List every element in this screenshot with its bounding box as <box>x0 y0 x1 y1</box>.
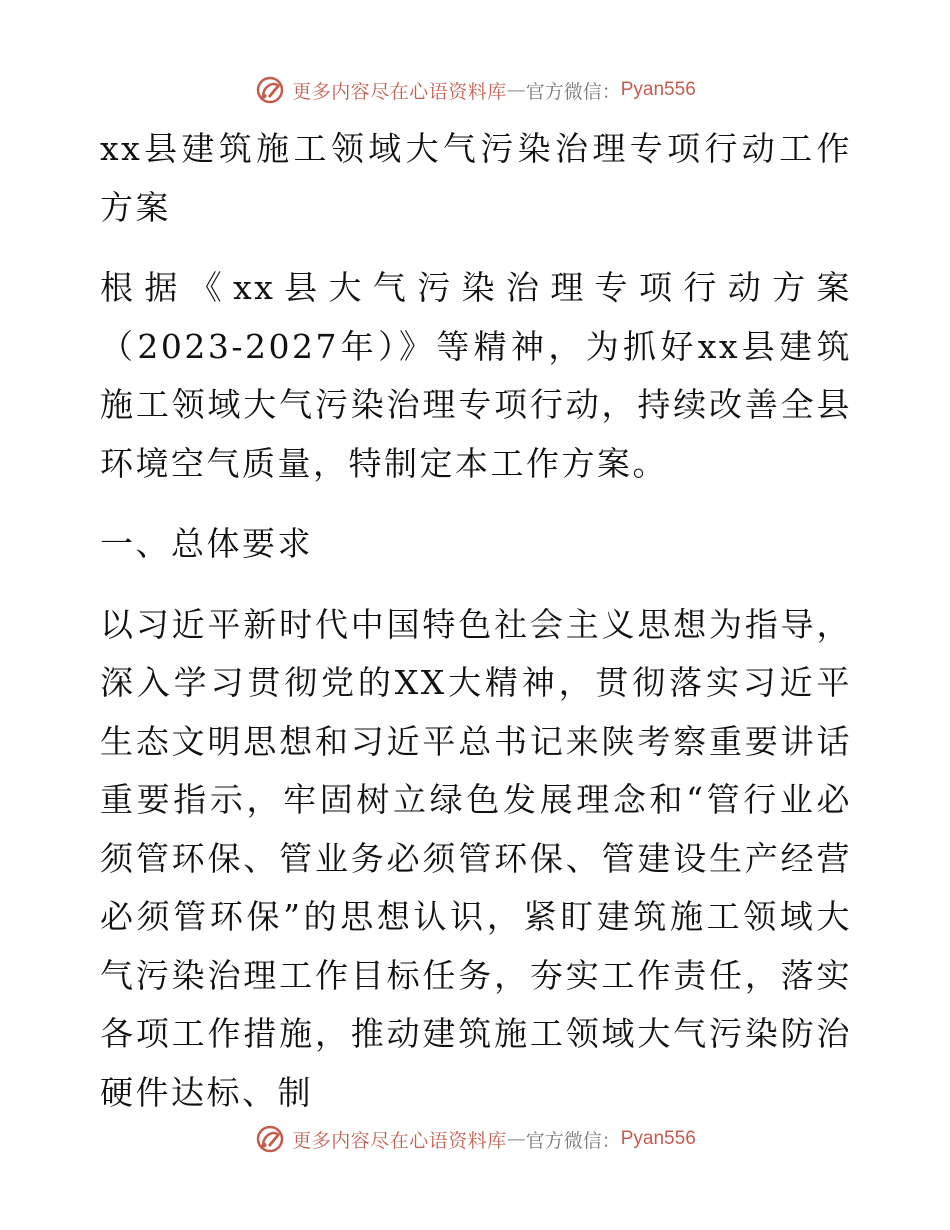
library-logo-icon <box>254 1123 286 1155</box>
watermark-text: 更多内容尽在心语资料库 <box>292 80 507 103</box>
library-logo-icon <box>254 74 286 106</box>
document-title: xx县建筑施工领域大气污染治理专项行动工作方案 <box>100 129 852 227</box>
watermark-contact-label: 官方微信： <box>525 1129 621 1152</box>
watermark-text: 更多内容尽在心语资料库 <box>292 1129 507 1152</box>
section-heading: 一、总体要求 <box>100 524 313 563</box>
footer-watermark <box>0 1123 950 1155</box>
watermark-contact-label: 官方微信： <box>525 80 621 103</box>
section-paragraph: 以习近平新时代中国特色社会主义思想为指导，深入学习贯彻党的XX大精神，贯彻落实习近平生态文明思想和习近平总书记来陕考察重要讲话重要指示，牢固树立绿色发展理念和“管行业必须管环保、管业务必须管环保、管建设生产经营必须管环保”的思想认识，紧盯建筑施工领域大气污染治理工作目标任务，夯实工作责任，落实各项工作措施，推动建筑施工领域大气污染防治硬件达标、制 <box>100 604 852 1112</box>
watermark-separator: — <box>506 1128 526 1150</box>
document-body <box>100 120 852 1122</box>
watermark-separator: — <box>506 79 526 101</box>
header-watermark <box>0 74 950 106</box>
watermark-contact-id: Pyan556 <box>620 79 696 100</box>
watermark-contact-id: Pyan556 <box>620 1128 696 1149</box>
intro-paragraph: 根据《xx县大气污染治理专项行动方案（2023-2027年）》等精神，为抓好xx县建筑施工领域大气污染治理专项行动，持续改善全县环境空气质量，特制定本工作方案。 <box>100 268 852 483</box>
